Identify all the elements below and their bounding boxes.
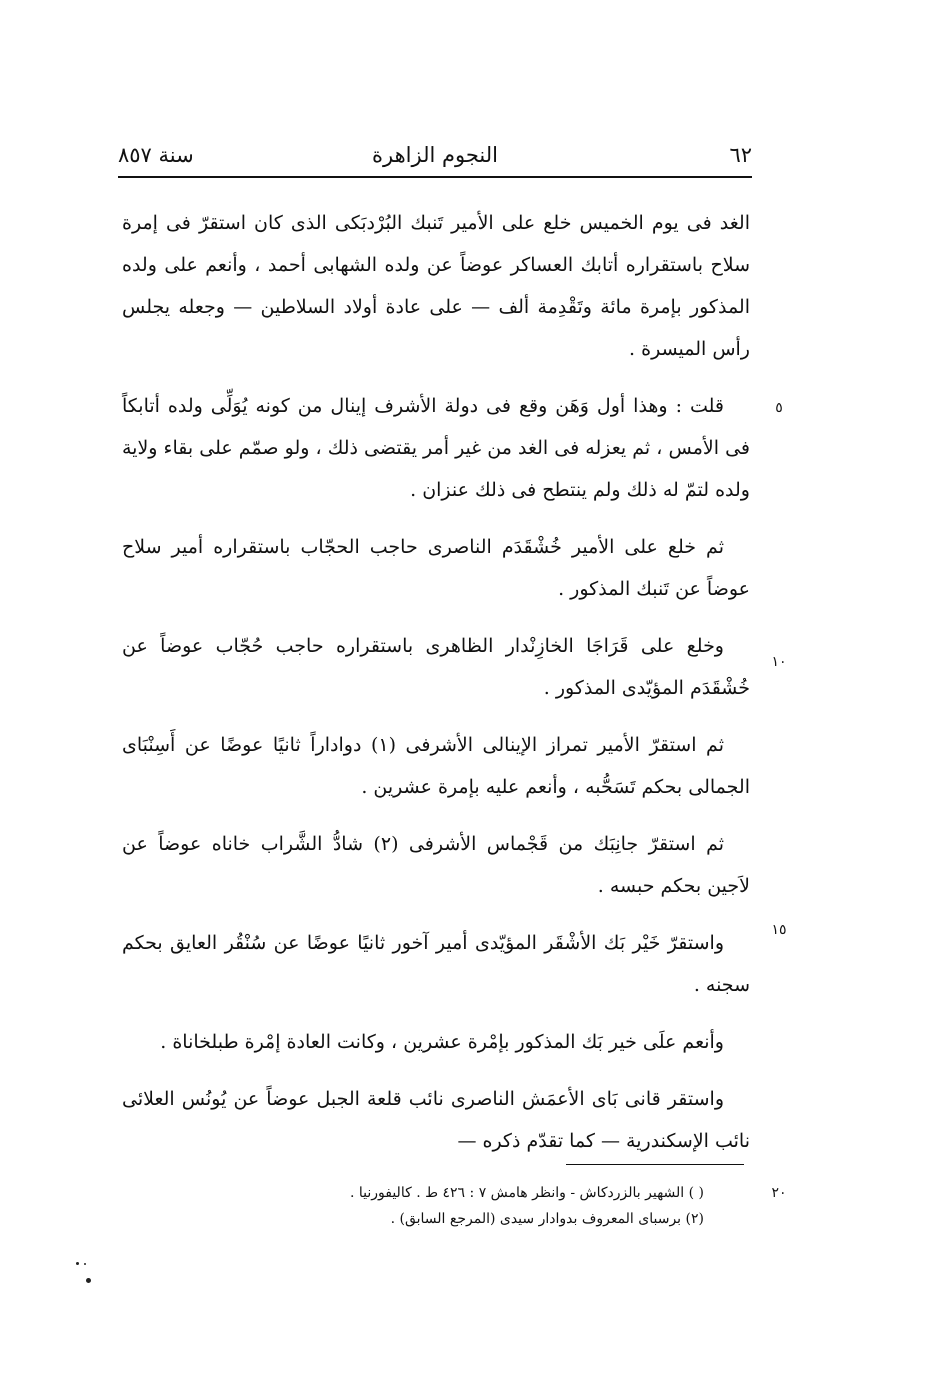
line-number: ١٠ <box>771 654 787 670</box>
footnote-rule <box>566 1164 744 1165</box>
paragraph: واستقر قانى بَاى الأعمَش الناصرى نائب قلعة الجبل عوضاً عن يُونُس العلائى نائب الإسكندرية — كما تقدّم ذكره — <box>122 1088 750 1152</box>
main-text <box>122 202 750 1177</box>
paragraph: وأنعم علَى خير بَك المذكور بإمْرة عشرين ، وكانت العادة إمْرة طبلخاناة . <box>160 1031 724 1053</box>
paragraph: الغد فى يوم الخميس خلع على الأمير تَنبك البُرْدبَكى الذى كان استقرّ فى إمرة سلاح باستقراره أتابك العساكر عوضاً عن ولده الشهابى أحمد ، وأنعم على ولده المذكور بإمرة مائة وتَقْدِمة ألف — على عادة أولاد السلاطين — وجعله يجلس رأس الميسرة . <box>122 212 750 360</box>
footnote: ( ) الشهير بالزردكاش - وانظر هامش ٧ : ٤٢٦ ط . كاليفورنيا . <box>349 1185 704 1201</box>
footnotes <box>200 1180 704 1232</box>
line-number: ٥ <box>775 400 783 416</box>
line-number: ٢٠ <box>771 1185 787 1201</box>
paragraph: ثم استقرّ الأمير تمراز الإينالى الأشرفى (١) دواداراً ثانيًا عوضًا عن أَسِنْبَاى الجمالى بحكم تَسَحُّبه ، وأنعم عليه بإمرة عشرين . <box>122 734 750 798</box>
paragraph: قلت : وهذا أول وَهَن وقع فى دولة الأشرف إينال من كونه يُوَلِّى ولده أتابكاً فى الأمس ، ثم يعزله فى الغد من غير أمر يقتضى ذلك ، ولو صمّم على بقاء ولاية ولده لتمّ له ذلك ولم ينتطح فى ذلك عنزان . <box>122 395 750 501</box>
paragraph: واستقرّ خَيْر بَك الأشْقَر المؤيّدى أمير آخور ثانيًا عوضًا عن سُنْقُر العايق بحكم سجنه . <box>122 932 750 996</box>
running-header <box>118 140 752 174</box>
paragraph: وخلع على قَرَاجَا الخازِنْدار الظاهرى باستقراره حاجب حُجّاب عوضاً عن خُشْقَدَم المؤيّدى المذكور . <box>122 635 750 699</box>
paragraph: ثم استقرّ جانِبَك من قَجْماس الأشرفى (٢) شادُّ الشَّراب خاناه عوضاً عن لاَجين بحكم حبسه . <box>122 833 750 897</box>
year-label: سنة ٨٥٧ <box>118 143 194 167</box>
footnote: (٢) برسباى المعروف بدوادار سيدى (المرجع السابق) . <box>390 1211 704 1227</box>
line-number: ١٥ <box>771 922 787 938</box>
header-rule <box>118 176 752 178</box>
running-title: النجوم الزاهرة <box>372 143 498 167</box>
paragraph: ثم خلع على الأمير خُشْقَدَم الناصرى حاجب الحجّاب باستقراره أمير سلاح عوضاً عن تَنبك المذكور . <box>122 536 750 600</box>
page-number: ٦٢ <box>729 143 752 167</box>
